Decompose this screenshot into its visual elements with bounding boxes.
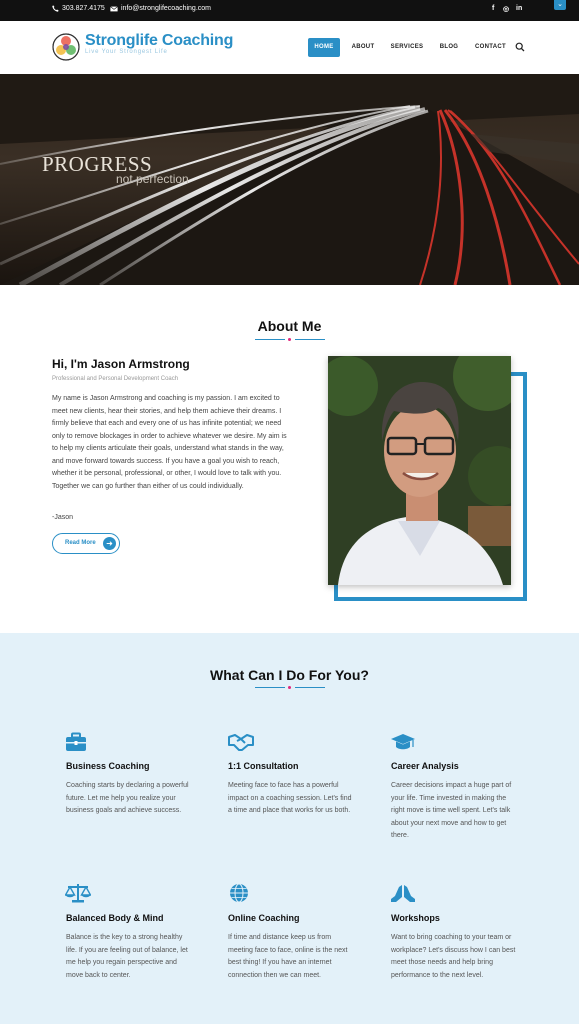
services-section-title: What Can I Do For You? — [210, 667, 369, 683]
globe-icon — [228, 883, 250, 903]
hero-subtitle: not perfection — [116, 172, 189, 186]
phone-icon — [52, 5, 59, 12]
read-more-button[interactable] — [52, 533, 120, 554]
search-icon[interactable] — [515, 42, 525, 52]
about-heading: Hi, I'm Jason Armstrong — [52, 357, 190, 371]
topbar-toggle-button[interactable] — [554, 0, 566, 10]
service-title-balanced-body-mind: Balanced Body & Mind — [66, 913, 164, 923]
service-text-online-coaching: If time and distance keep us from meeting face to face, online is the next best thing! If you have an internet connection then we can meet. — [228, 934, 348, 979]
nav-home[interactable]: HOME — [308, 38, 340, 57]
service-title-career-analysis: Career Analysis — [391, 761, 459, 771]
service-text-workshops: Want to bring coaching to your team or workplace? Let's discuss how I can best meet those needs and help bring performance to the next level. — [391, 934, 516, 979]
phone-link[interactable] — [52, 5, 105, 12]
about-role: Professional and Personal Development Coach — [52, 376, 179, 382]
chevron-down-icon: ⌄ — [557, 1, 563, 8]
service-text-business-coaching: Coaching starts by declaring a powerful future. Let me help you realize your business goals and achieve success. — [66, 782, 189, 814]
balance-scale-icon — [65, 883, 91, 903]
top-bar — [0, 0, 579, 21]
highway-light-trails-image — [0, 74, 579, 285]
envelope-icon — [110, 6, 118, 12]
hero-banner — [0, 74, 579, 285]
linkedin-icon[interactable]: in — [516, 5, 523, 12]
service-text-consultation: Meeting face to face has a powerful impact on a coaching session. Let's find a time and place that works for us both. — [228, 782, 352, 814]
service-text-career-analysis: Career decisions impact a huge part of your life. Time invested in making the right move is time well spent. Let's talk about your next move and how to get there. — [391, 782, 512, 839]
phone-number: 303.827.4175 — [62, 5, 105, 12]
facebook-icon[interactable]: f — [492, 5, 495, 12]
about-divider — [255, 337, 325, 343]
briefcase-icon — [65, 732, 87, 752]
about-paragraph: My name is Jason Armstrong and coaching is my passion. I am excited to meet new clients, hear their stories, and help them achieve their dreams. I firmly believe that each and every one of us has infinite potential; we need only to remove blockages in order to achieve whatever we desire. My aim is to help my clients articulate their goals, understand what stands in the way, and move forward towards success. If you have a goal you wish to reach, whether it be personal, professional, or other, I would love to talk with you. Together we can go further than either of us could individually. — [52, 395, 287, 490]
graduation-cap-icon — [390, 732, 416, 752]
brand-tagline: Live Your Strongest Life — [85, 49, 168, 55]
handshake-icon — [228, 732, 254, 752]
services-section — [0, 633, 579, 1024]
service-title-online-coaching: Online Coaching — [228, 913, 300, 923]
service-text-balanced-body-mind: Balance is the key to a strong healthy life. If you are feeling out of balance, let me help you regain perspective and move back to center. — [66, 934, 188, 979]
site-header — [0, 21, 579, 74]
logo-icon[interactable] — [52, 33, 80, 61]
nav-contact[interactable]: CONTACT — [475, 44, 506, 50]
read-more-label: Read More — [65, 540, 96, 546]
about-signature: -Jason — [52, 514, 74, 521]
arrow-right-icon: ➜ — [103, 537, 116, 550]
brand-name[interactable]: Stronglife Coaching — [85, 32, 234, 49]
praying-hands-icon — [390, 883, 416, 903]
nav-about[interactable]: ABOUT — [351, 44, 375, 50]
service-title-consultation: 1:1 Consultation — [228, 761, 299, 771]
nav-blog[interactable]: BLOG — [439, 44, 459, 50]
instagram-icon[interactable]: ◎ — [503, 6, 510, 13]
services-divider — [255, 685, 325, 691]
email-address: info@stronglifecoaching.com — [121, 5, 211, 12]
hero-title: PROGRESS — [42, 152, 153, 176]
nav-services[interactable]: SERVICES — [390, 44, 424, 50]
service-title-business-coaching: Business Coaching — [66, 761, 150, 771]
email-link[interactable] — [110, 5, 211, 12]
service-title-workshops: Workshops — [391, 913, 440, 923]
profile-photo — [328, 356, 511, 585]
about-section-title: About Me — [257, 318, 322, 334]
